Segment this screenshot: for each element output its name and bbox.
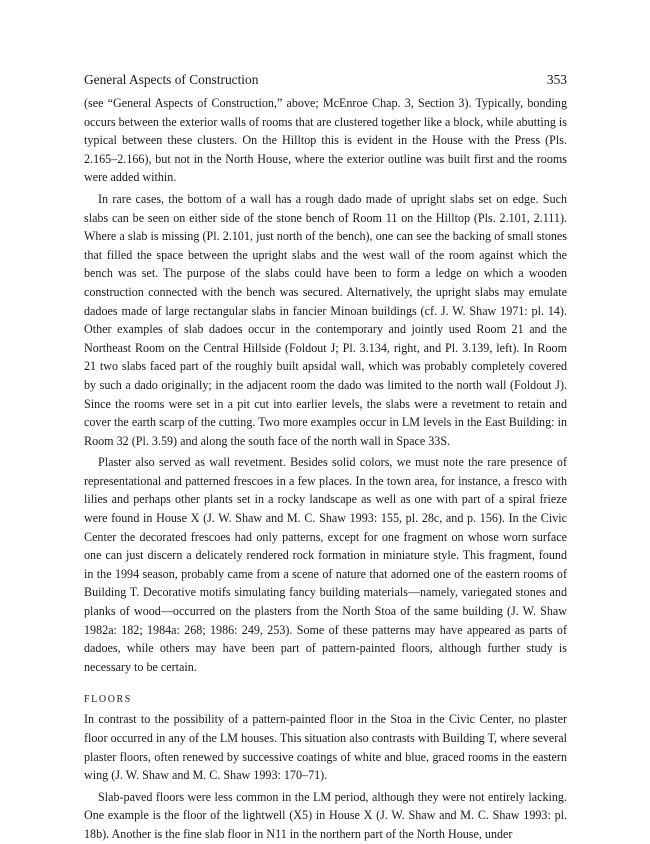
page-number: 353 bbox=[546, 72, 567, 87]
section-heading: FLOORS bbox=[84, 694, 132, 706]
body-text bbox=[84, 94, 567, 844]
paragraph: Plaster also served as wall revetment. Besides solid colors, we must note the rare presence of representational and patterned frescoes in a few places. In the town area, for instance, a fresco with lilies and perhaps other plants set in a rocky landscape as well as one with part of a spiral frieze were found in House X (J. W. Shaw and M. C. Shaw 1993: 155, pl. 28c, and p. 156). In the Civic Center the decorated frescoes had only patterns, except for one fragment on whose worn surface one can just discern a delicately rendered rock formation in miniature style. This fragment, found in the 1994 season, probably came from a scene of nature that adorned one of the eastern rooms of Building T. Decorative motifs simulating fancy building materials—namely, variegated stones and planks of wood—occurred on the plasters from the North Stoa of the same building (J. W. Shaw 1982a: 182; 1984a: 268; 1986: 249, 253). Some of these patterns may have appeared as parts of dadoes, while others may have been part of pattern-painted floors, although further study is necessary to be certain. bbox=[84, 455, 567, 674]
paragraph: Slab-paved floors were less common in the LM period, although they were not entirely lacking. One example is the floor of the lightwell (X5) in House X (J. W. Shaw and M. C. Shaw 1993: pl. 18b). Another is the fine slab floor in N11 in the northern part of the North House, under bbox=[84, 789, 567, 841]
running-head bbox=[84, 72, 567, 88]
paragraph: In contrast to the possibility of a pattern-painted floor in the Stoa in the Civic Center, no plaster floor occurred in any of the LM houses. This situation also contrasts with Building T, where several plaster floors, often renewed by successive coatings of white and blue, graced rooms in the eastern wing (J. W. Shaw and M. C. Shaw 1993: 170–71). bbox=[84, 712, 567, 783]
running-title: General Aspects of Construction bbox=[84, 72, 259, 87]
paragraph: In rare cases, the bottom of a wall has a rough dado made of upright slabs set on edge. Such slabs can be seen on either side of the stone bench of Room 11 on the Hilltop (Pls. 2.101, 2.111). Where a slab is missing (Pl. 2.101, just north of the bench), one can see the backing of small stones that filled the space between the upright slabs and the west wall of the room against which the bench was set. The purpose of the slabs could have been to form a ledge on which a wooden construction connected with the bench was secured. Alternatively, the upright slabs may emulate dadoes made of large rectangular slabs in fancier Minoan buildings (cf. J. W. Shaw 1971: pl. 14). Other examples of slab dadoes occur in the contemporary and jointly used Room 21 and the Northeast Room on the Central Hillside (Foldout J; Pl. 3.134, right, and Pl. 3.139, left). In Room 21 two slabs faced part of the roughly built apsidal wall, which was probably completely covered by such a dado originally; in the adjacent room the dado was limited to the north wall (Foldout J). Since the rooms were set in a pit cut into earlier levels, the slabs were a revetment to retain and cover the earth scarp of the cutting. Two more examples occur in LM levels in the East Building: in Room 32 (Pl. 3.59) and along the south face of the north wall in Space 33S. bbox=[84, 191, 567, 448]
paragraph: (see “General Aspects of Construction,” above; McEnroe Chap. 3, Section 3). Typically, bonding occurs between the exterior walls of rooms that are clustered together like a block, while abutting is typical between these clusters. On the Hilltop this is evident in the House with the Press (Pls. 2.165–2.166), but not in the North House, where the exterior outline was built first and the rooms were added within. bbox=[84, 96, 567, 185]
